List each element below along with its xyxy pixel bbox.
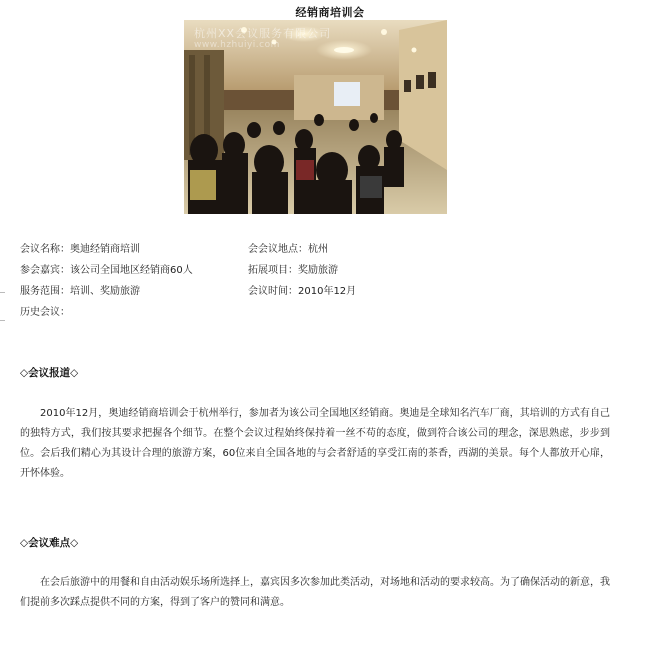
info-guests (20, 261, 193, 276)
watermark-text: 杭州XX会议服务有限公司 (194, 27, 332, 40)
info-time (248, 282, 356, 297)
frame-edge-mark (0, 292, 5, 293)
info-value: 杭州 (308, 244, 328, 255)
meeting-photo (184, 20, 447, 214)
info-extension (248, 261, 338, 276)
info-location (248, 240, 328, 255)
info-history (20, 303, 70, 318)
watermark-url: www.hzhuiyi.com (194, 40, 280, 50)
page-title: 经销商培训会 (295, 6, 365, 19)
info-meeting-name (20, 240, 140, 255)
info-label: 服务范围： (20, 286, 70, 297)
info-label: 拓展项目： (248, 265, 298, 276)
info-label: 会议时间： (248, 286, 298, 297)
info-value: 2010年12月 (298, 286, 357, 297)
info-label: 历史会议： (20, 307, 70, 318)
section-heading-difficulty: ◇会议难点◇ (20, 537, 79, 549)
info-value: 奖励旅游 (298, 265, 338, 276)
info-value: 奥迪经销商培训 (70, 244, 140, 255)
info-label: 会议名称： (20, 244, 70, 255)
section-paragraph-difficulty: 在会后旅游中的用餐和自由活动娱乐场所选择上，嘉宾因多次参加此类活动，对场地和活动的要求较高。为了确保活动的新意，我们提前多次踩点提供不同的方案，得到了客户的赞同和满意。 (20, 577, 610, 608)
section-heading-report: ◇会议报道◇ (20, 367, 79, 379)
info-value: 培训、奖励旅游 (70, 286, 140, 297)
frame-edge-mark (0, 320, 5, 321)
info-service-scope (20, 282, 140, 297)
section-paragraph-report: 2010年12月，奥迪经销商培训会于杭州举行，参加者为该公司全国地区经销商。奥迪是全球知名汽车厂商，其培训的方式有自己的独特方式，我们按其要求把握各个细节。在整个会议过程始终保持着一丝不苟的态度，做到符合该公司的理念，深思熟虑，步步到位。会后我们精心为其设计合理的旅游方案，60位来自全国各地的与会者舒适的享受江南的茶香，西湖的美景。每个人都放开心扉，开怀体验。 (20, 408, 610, 479)
info-label: 会会议地点： (248, 244, 308, 255)
info-value: 该公司全国地区经销商60人 (70, 265, 193, 276)
info-label: 参会嘉宾： (20, 265, 70, 276)
